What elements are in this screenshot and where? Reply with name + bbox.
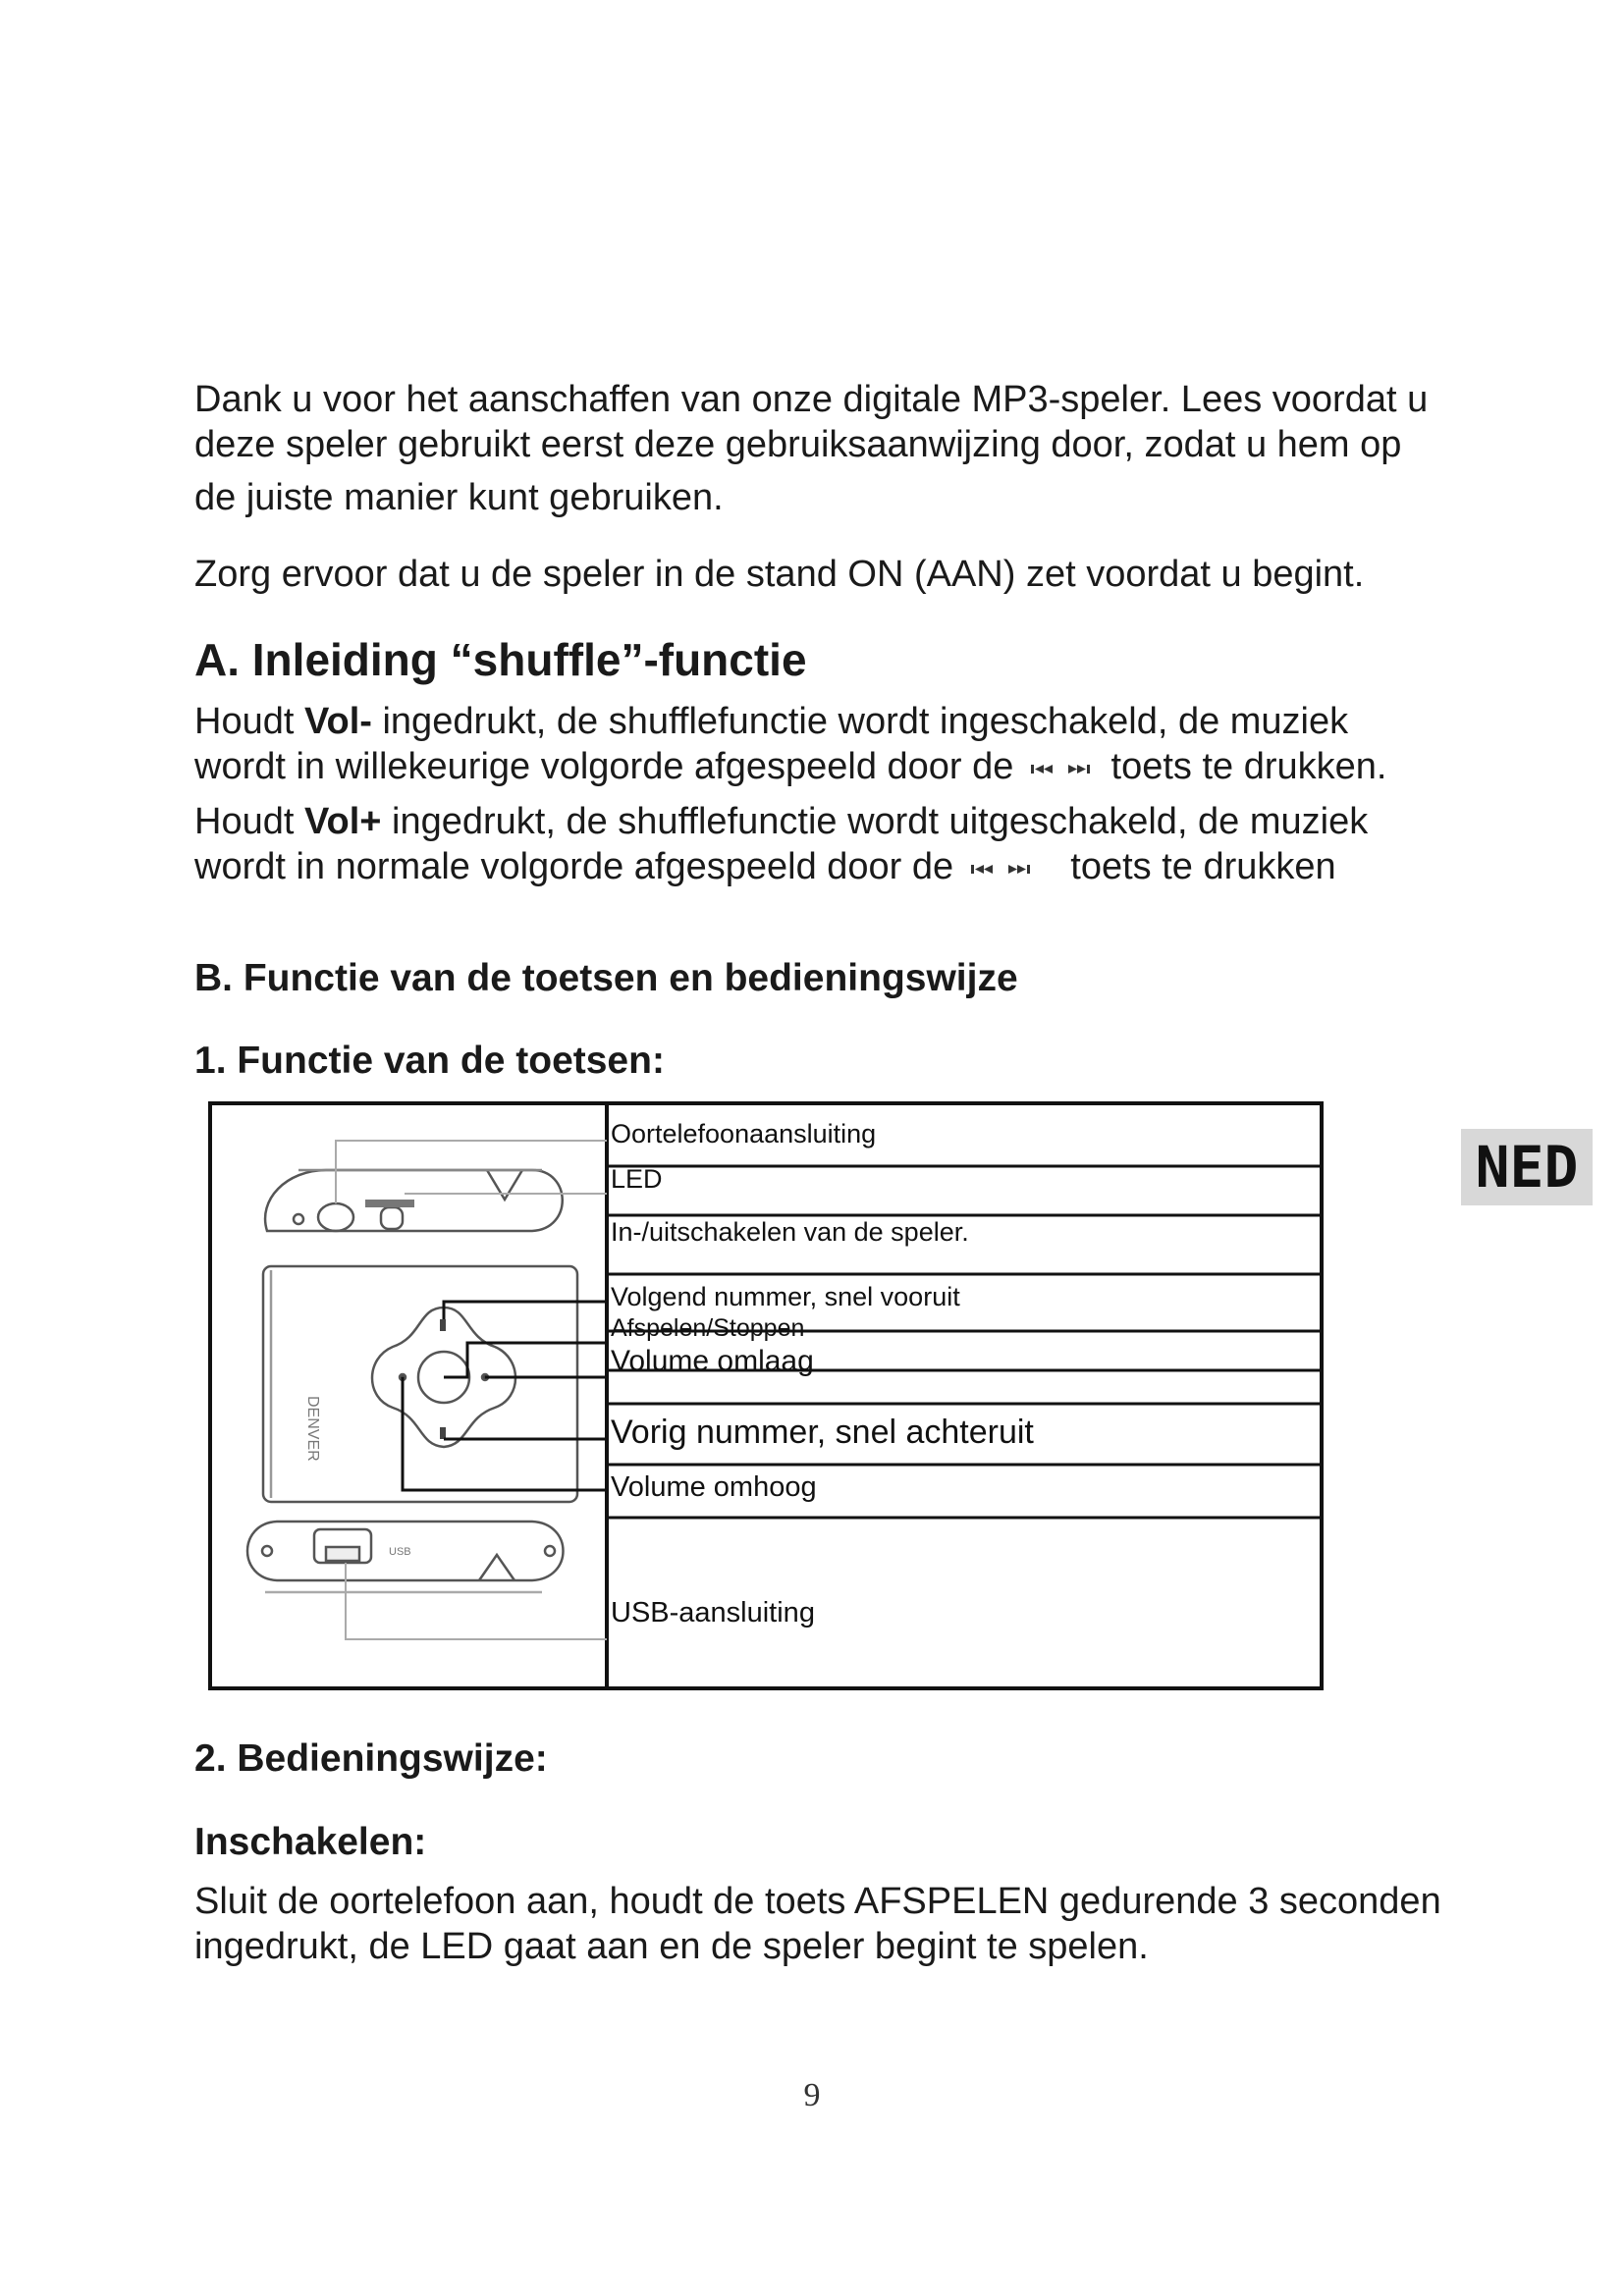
on-note-text: Zorg ervoor dat u de speler in de stand ON (AAN) zet voordat u begint.	[194, 554, 1365, 595]
language-tag: NED	[1461, 1129, 1593, 1205]
intro-line-3: de juiste manier kunt gebruiken.	[194, 477, 724, 518]
p2-line2-pre: wordt in normale volgorde afgespeeld door de	[194, 846, 954, 887]
label-earphone-jack: Oortelefoonaansluiting	[611, 1119, 877, 1148]
p2-post: ingedrukt, de shufflefunctie wordt uitgeschakeld, de muziek	[381, 801, 1369, 842]
intro-line-2: deze speler gebruikt eerst deze gebruiksaanwijzing door, zodat u hem op	[194, 424, 1402, 465]
intro-line-1: Dank u voor het aanschaffen van onze digitale MP3-speler. Lees voordat u	[194, 379, 1429, 420]
prev-next-skip-icon	[968, 858, 1037, 880]
section-a-title: A. Inleiding “shuffle”-functie	[194, 634, 807, 685]
label-power-switch: In-/uitschakelen van de speler.	[611, 1217, 969, 1247]
p2-pre: Houdt	[194, 801, 304, 842]
subsection-power-on: Inschakelen:	[194, 1821, 427, 1863]
section-b-title: B. Functie van de toetsen en bedieningswijze	[194, 957, 1018, 999]
vol-plus-label: Vol+	[303, 801, 382, 842]
label-next-track: Volgend nummer, snel vooruit	[611, 1282, 960, 1311]
p1-line2-pre: wordt in willekeurige volgorde afgespeeld door de	[194, 746, 1014, 787]
label-usb-port: USB-aansluiting	[611, 1597, 815, 1629]
label-led: LED	[611, 1164, 663, 1194]
shuffle-on-paragraph	[194, 699, 1471, 789]
page-number: 9	[803, 2077, 821, 2113]
prev-next-skip-icon	[1028, 758, 1097, 779]
vol-minus-label: Vol-	[303, 701, 372, 742]
device-brand-text: DENVER	[304, 1396, 321, 1462]
label-previous-track: Vorig nummer, snel achteruit	[611, 1414, 1034, 1451]
power-on-paragraph	[194, 1879, 1471, 1969]
on-note	[194, 552, 1471, 597]
player-diagram	[208, 1101, 1324, 1690]
power-on-line-2: ingedrukt, de LED gaat aan en de speler begint te spelen.	[194, 1926, 1149, 1967]
subsection-key-functions: 1. Functie van de toetsen:	[194, 1040, 665, 1082]
device-top-view	[265, 1170, 563, 1231]
shuffle-off-paragraph	[194, 799, 1471, 889]
intro-paragraph	[194, 377, 1471, 520]
p2-line2-post: toets te drukken	[1070, 846, 1336, 887]
usb-port-text: USB	[389, 1546, 411, 1558]
p1-line2-post: toets te drukken.	[1110, 746, 1387, 787]
subsection-operation: 2. Bedieningswijze:	[194, 1737, 548, 1780]
power-on-line-1: Sluit de oortelefoon aan, houdt de toets AFSPELEN gedurende 3 seconden	[194, 1881, 1441, 1922]
p1-pre: Houdt	[194, 701, 304, 742]
label-play-stop: Afspelen/Stoppen	[611, 1314, 805, 1342]
label-volume-down: Volume omlaag	[611, 1345, 814, 1377]
label-volume-up: Volume omhoog	[611, 1471, 817, 1503]
p1-post: ingedrukt, de shufflefunctie wordt ingeschakeld, de muziek	[371, 701, 1349, 742]
